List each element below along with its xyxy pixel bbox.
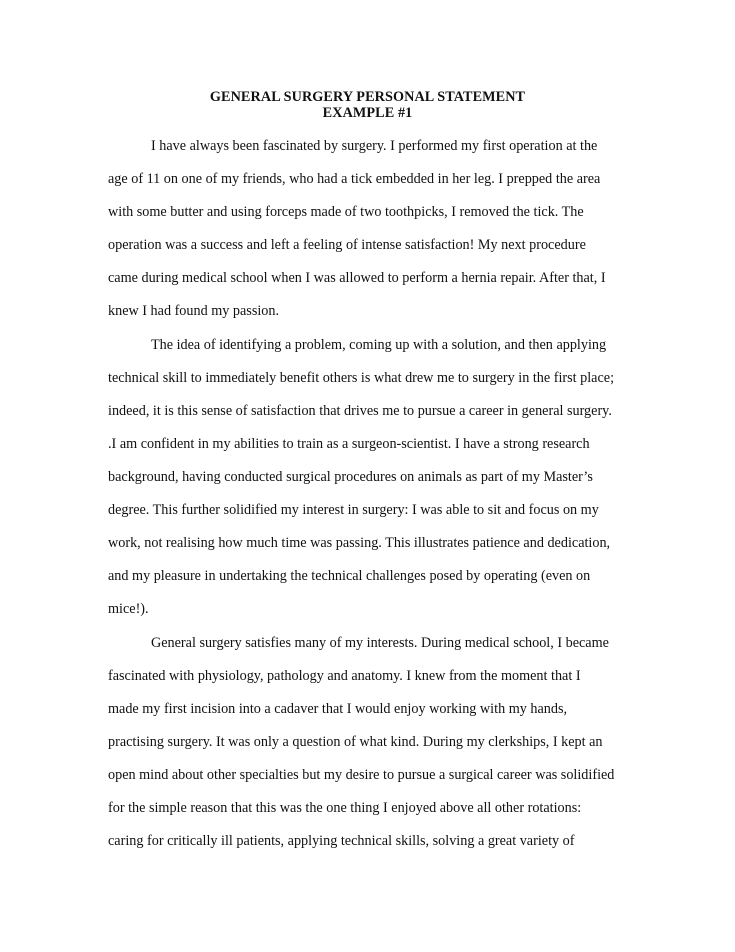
paragraph-2-line-3: indeed, it is this sense of satisfaction that drives me to pursue a career in general surgery. [108, 403, 612, 419]
document-title-line-1: GENERAL SURGERY PERSONAL STATEMENT [209, 89, 526, 105]
paragraph-1-line-2: age of 11 on one of my friends, who had a tick embedded in her leg. I prepped the area [108, 171, 601, 187]
paragraph-3-line-7: caring for critically ill patients, applying technical skills, solving a great variety of [108, 833, 575, 849]
paragraph-2-line-9: mice!). [108, 601, 149, 617]
paragraph-3-line-2: fascinated with physiology, pathology and anatomy. I knew from the moment that I [108, 668, 581, 684]
paragraph-3-line-3: made my first incision into a cadaver that I would enjoy working with my hands, [108, 701, 568, 717]
paragraph-3-line-6: for the simple reason that this was the one thing I enjoyed above all other rotations: [108, 800, 582, 816]
paragraph-3-line-5: open mind about other specialties but my desire to pursue a surgical career was solidified [108, 767, 615, 783]
paragraph-2-line-1: The idea of identifying a problem, coming up with a solution, and then applying [151, 337, 607, 353]
paragraph-2-line-4: .I am confident in my abilities to train as a surgeon-scientist. I have a strong research [108, 436, 590, 452]
paragraph-2-line-8: and my pleasure in undertaking the technical challenges posed by operating (even on [108, 568, 591, 584]
paragraph-3-line-4: practising surgery. It was only a question of what kind. During my clerkships, I kept an [108, 734, 603, 750]
paragraph-1-line-4: operation was a success and left a feeling of intense satisfaction! My next procedure [108, 237, 586, 253]
paragraph-2-line-6: degree. This further solidified my interest in surgery: I was able to sit and focus on my [108, 502, 599, 518]
document-title-line-2: EXAMPLE #1 [322, 105, 413, 121]
paragraph-2-line-7: work, not realising how much time was passing. This illustrates patience and dedication, [108, 535, 611, 551]
paragraph-1-line-1: I have always been fascinated by surgery. I performed my first operation at the [151, 138, 598, 154]
paragraph-3-line-1: General surgery satisfies many of my interests. During medical school, I became [151, 635, 609, 651]
paragraph-1-line-5: came during medical school when I was allowed to perform a hernia repair. After that, I [108, 270, 606, 286]
paragraph-1-line-3: with some butter and using forceps made of two toothpicks, I removed the tick. The [108, 204, 584, 220]
paragraph-1-line-6: knew I had found my passion. [108, 303, 280, 319]
paragraph-2-line-5: background, having conducted surgical procedures on animals as part of my Master’s [108, 469, 593, 485]
paragraph-2-line-2: technical skill to immediately benefit others is what drew me to surgery in the first place; [108, 370, 615, 386]
